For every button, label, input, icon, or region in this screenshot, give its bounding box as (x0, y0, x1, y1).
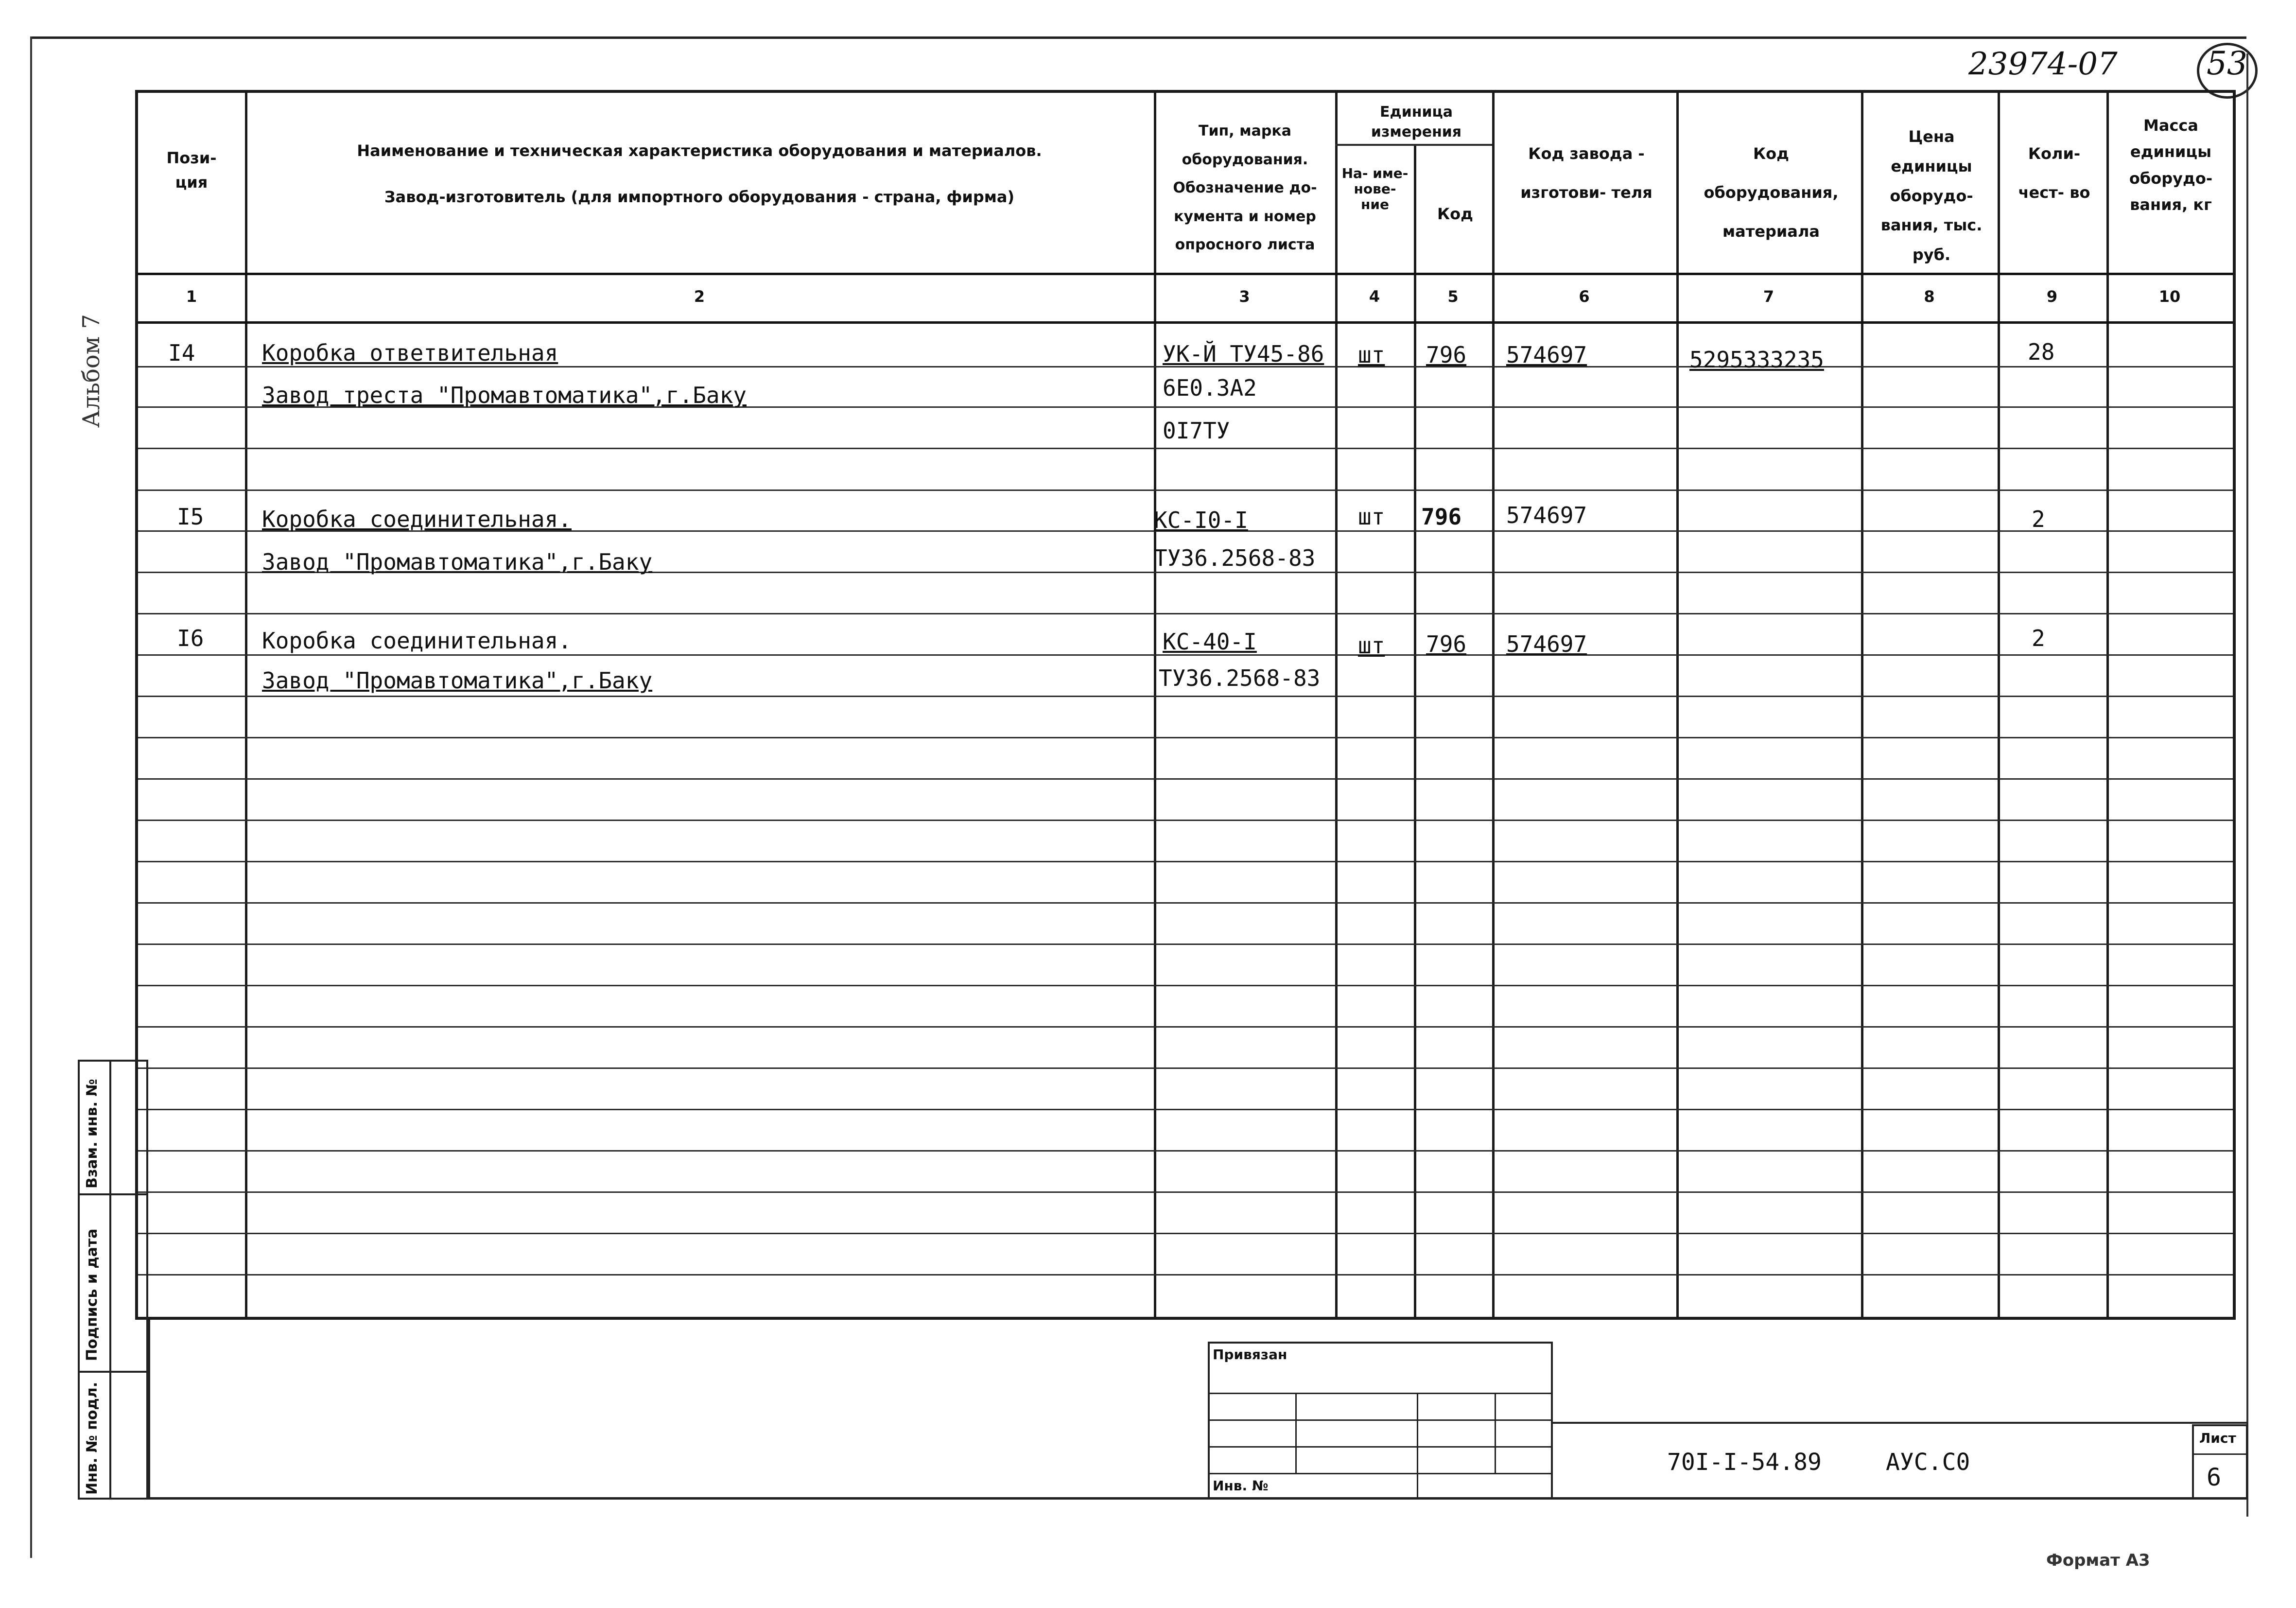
document-number: 23974-07 (1968, 46, 2118, 82)
row-unit-code: 796 (1426, 631, 1467, 657)
row-type: 6Е0.3А2 (1163, 375, 1257, 401)
col-number-3: 3 (1239, 287, 1250, 306)
row-unit: шт (1358, 504, 1385, 530)
row-unit: шт (1358, 342, 1385, 368)
row-type: УК-Й ТУ45-86 (1163, 341, 1324, 367)
row-unit-code: 796 (1421, 504, 1462, 530)
row-factory-code: 574697 (1506, 631, 1587, 657)
row-position: I5 (177, 504, 204, 530)
header-position: Пози- ция (166, 149, 217, 192)
row-unit-code: 796 (1426, 342, 1467, 368)
row-name: Коробка соединительная. (262, 506, 572, 532)
sheet-number: 6 (2207, 1463, 2222, 1491)
bottom-frame-line (148, 1497, 2248, 1500)
row-position: I4 (168, 340, 195, 366)
header-name-line2: Завод-изготовитель (для импортного оборудования - страна, фирма) (384, 188, 1015, 206)
row-unit: шт (1358, 632, 1385, 659)
col-number-10: 10 (2158, 287, 2181, 306)
header-price: Цена единицы оборудо- вания, тыс. руб. (1880, 127, 1983, 264)
inventory-number-label: Инв. № (1213, 1478, 1269, 1494)
row-type: КС-I0-I (1154, 507, 1248, 533)
row-quantity: 2 (2032, 506, 2045, 532)
privyazan-label: Привязан (1213, 1346, 1287, 1363)
col-number-8: 8 (1924, 287, 1935, 306)
bottom-left-vertical (148, 1320, 150, 1500)
col-number-2: 2 (694, 287, 705, 306)
header-type: Тип, марка оборудования. Обозначение до- кумента и номер опросного листа (1173, 122, 1317, 253)
format-label: Формат А3 (2046, 1551, 2150, 1570)
row-type: 0I7ТУ (1163, 418, 1230, 444)
row-type: ТУ36.2568-83 (1154, 545, 1316, 571)
sheet-label: Лист (2199, 1430, 2236, 1446)
header-equipment-code: Код оборудования, материала (1704, 144, 1839, 241)
row-quantity: 2 (2032, 625, 2045, 651)
sheet-corner-number: 53 (2207, 45, 2247, 82)
row-equipment-code: 5295333235 (1689, 347, 1824, 373)
row-quantity: 28 (2028, 339, 2055, 365)
title-code: АУС.С0 (1886, 1449, 1970, 1476)
header-unit-code: Код (1437, 205, 1473, 223)
header-unit-name: На- име- нове- ние (1341, 165, 1409, 213)
title-block-top-line (1553, 1422, 2248, 1424)
header-mass: Масса единицы оборудо- вания, кг (2129, 116, 2213, 214)
row-factory-code: 574697 (1506, 502, 1587, 528)
header-name-line1: Наименование и техническая характеристика оборудования и материалов. (357, 141, 1042, 160)
outer-frame-left (30, 36, 32, 1558)
col-number-5: 5 (1447, 287, 1459, 306)
stamp-inv-podl: Инв. № подл. (84, 1381, 101, 1495)
row-type: ТУ36.2568-83 (1159, 665, 1321, 691)
col-number-1: 1 (186, 287, 197, 306)
stamp-podpis-data: Подпись и дата (84, 1228, 101, 1361)
row-name: Коробка соединительная. (262, 628, 572, 654)
row-type: КС-40-I (1163, 629, 1257, 655)
stamp-vzam-inv: Взам. инв. № (84, 1079, 101, 1189)
col-number-7: 7 (1763, 287, 1774, 306)
row-name: Завод треста "Промавтоматика",г.Баку (262, 382, 747, 408)
specification-table (135, 90, 2236, 1320)
row-factory-code: 574697 (1506, 342, 1587, 368)
row-position: I6 (177, 625, 204, 651)
row-name: Завод "Промавтоматика",г.Баку (262, 667, 653, 694)
row-name: Коробка ответвительная (262, 340, 558, 366)
col-number-4: 4 (1369, 287, 1380, 306)
row-name: Завод "Промавтоматика",г.Баку (262, 549, 653, 575)
outer-frame-right (2246, 53, 2248, 1517)
header-factory-code: Код завода - изготови- теля (1520, 144, 1652, 202)
col-number-9: 9 (2046, 287, 2058, 306)
album-label: Альбом 7 (78, 314, 105, 428)
col-number-6: 6 (1579, 287, 1590, 306)
header-unit: Единица измерения (1371, 104, 1462, 140)
header-quantity: Коли- чест- во (2018, 144, 2090, 202)
title-designation: 70I-I-54.89 (1667, 1449, 1822, 1476)
